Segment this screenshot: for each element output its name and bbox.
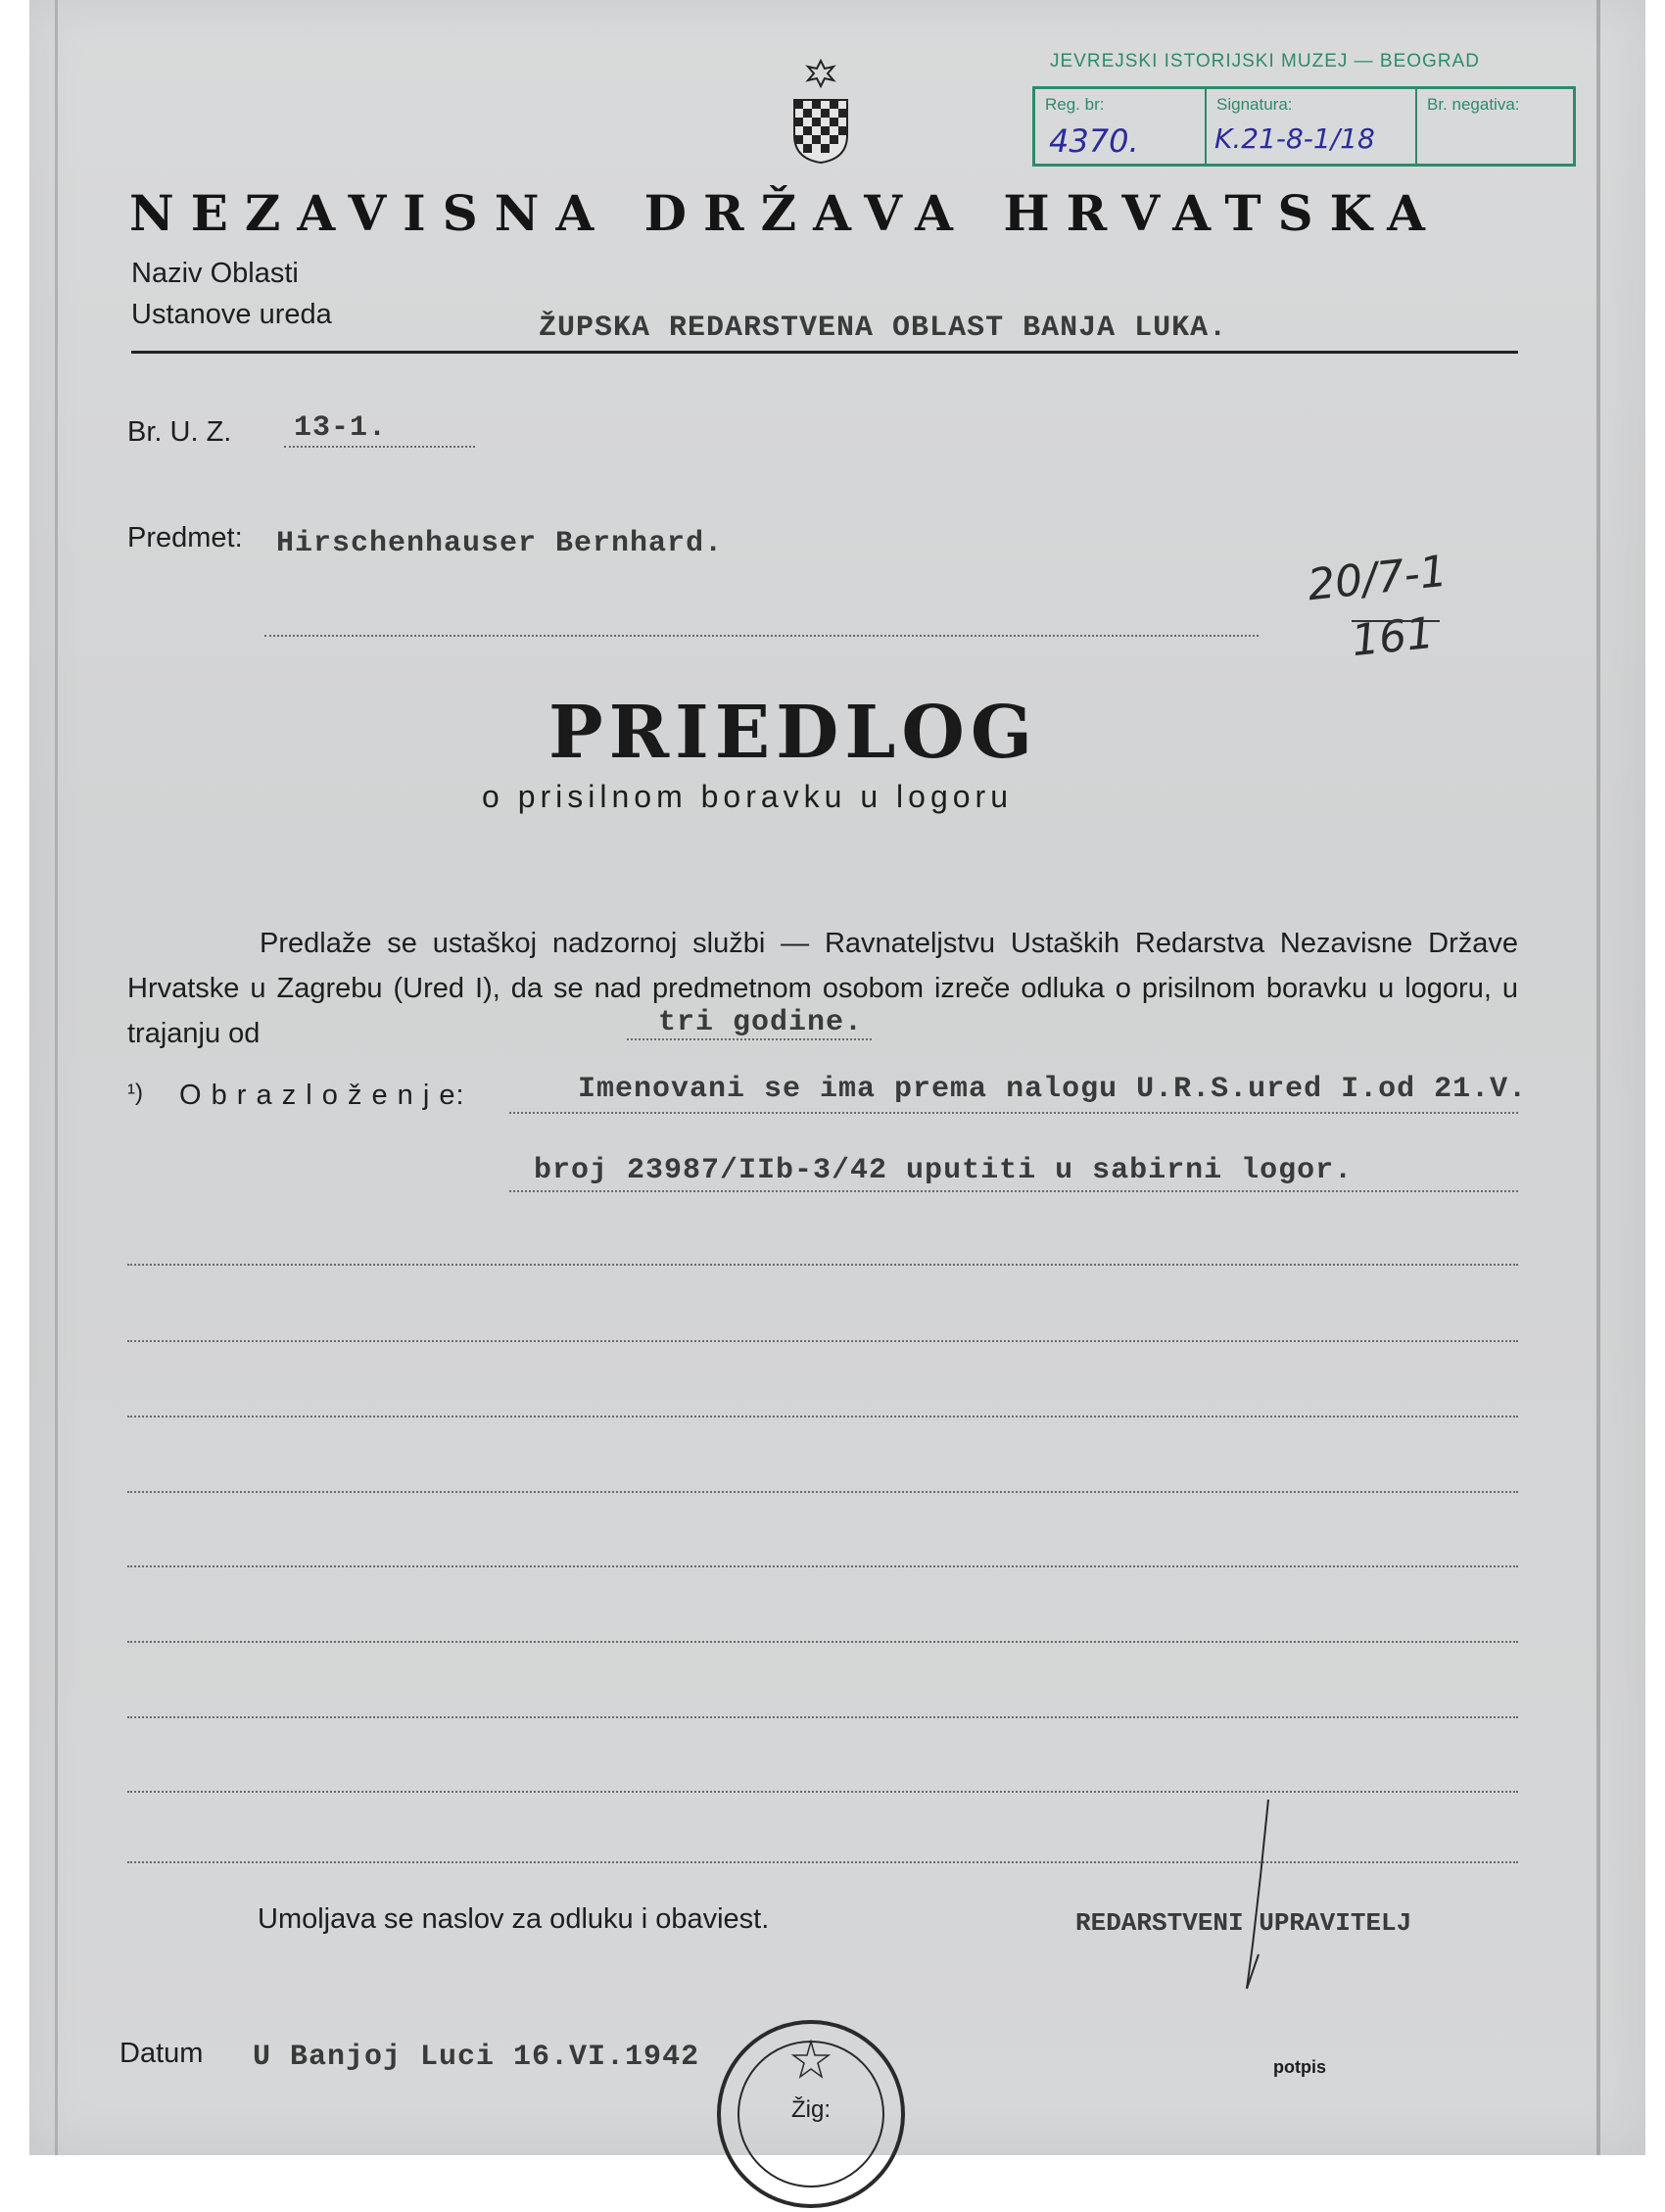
signatura-label: Signatura:: [1216, 95, 1293, 114]
page-edge-left: [55, 0, 58, 2155]
reference-number-dotted-line: [284, 446, 475, 448]
header-rule: [131, 351, 1518, 354]
reasoning-dotted-line-1: [509, 1112, 1518, 1114]
document-title: PRIEDLOG: [548, 691, 1039, 775]
subject-value: Hirschenhauser Bernhard.: [276, 527, 724, 560]
stamp-cell-signatura: [1207, 89, 1417, 164]
state-name-heading: NEZAVISNA DRŽAVA HRVATSKA: [129, 184, 1442, 242]
duration-dotted-line: [627, 1038, 872, 1040]
reference-number-label: Br. U. Z.: [127, 416, 232, 448]
date-label: Datum: [119, 2038, 204, 2069]
reasoning-line-2: broj 23987/IIb-3/42 uputiti u sabirni logor.: [534, 1154, 1354, 1187]
signature-mark: [1239, 1798, 1278, 1994]
stamp-cell-reg: [1035, 89, 1207, 164]
seal-label: Žig:: [791, 2096, 832, 2123]
blank-ruled-line: [127, 1340, 1518, 1342]
handwritten-note-fraction-line: [1352, 620, 1440, 622]
blank-ruled-line: [127, 1491, 1518, 1493]
museum-name: JEVREJSKI ISTORIJSKI MUZEJ — BEOGRAD: [1050, 51, 1480, 72]
coat-of-arms-icon: [788, 57, 853, 165]
blank-ruled-line: [127, 1264, 1518, 1266]
office-label-1: Naziv Oblasti: [131, 258, 299, 289]
reg-label: Reg. br:: [1045, 95, 1105, 114]
footnote-marker: ¹): [127, 1080, 143, 1106]
date-value: U Banjoj Luci 16.VI.1942: [253, 2041, 700, 2074]
blank-ruled-line: [127, 1791, 1518, 1793]
handwritten-note-line-1: 20/7-1: [1305, 546, 1450, 611]
proposal-text: Predlaže se ustaškoj nadzornoj službi — Ravnateljstvu Ustaških Redarstva Nezavisne Države Hrvatske u Zagrebu (Ured I), da se nad predmetnom osobom izreče odluka o prisilnom boravku u logoru, u trajanju od: [127, 928, 1518, 1049]
subject-dotted-line: [264, 635, 1259, 637]
office-value: ŽUPSKA REDARSTVENA OBLAST BANJA LUKA.: [539, 312, 1228, 345]
reasoning-dotted-line-2: [509, 1190, 1518, 1192]
reasoning-label: O b r a z l o ž e n j e:: [179, 1080, 465, 1111]
stamp-box: [1032, 86, 1576, 167]
signatura-value: K.21-8-1/18: [1214, 122, 1375, 155]
reasoning-line-1: Imenovani se ima prema nalogu U.R.S.ured I.od 21.V.: [578, 1073, 1528, 1106]
office-label-2: Ustanove ureda: [131, 299, 332, 330]
reg-value: 4370.: [1049, 122, 1139, 160]
reference-number-value: 13-1.: [294, 411, 388, 445]
museum-archive-stamp: [1028, 51, 1582, 168]
signature-label: potpis: [1273, 2057, 1326, 2077]
stamp-cell-negativ: [1417, 89, 1574, 164]
official-title: REDARSTVENI UPRAVITELJ: [1075, 1908, 1412, 1938]
duration-value: tri godine.: [658, 1006, 864, 1039]
blank-ruled-line: [127, 1861, 1518, 1863]
handwritten-note-line-2: 161: [1349, 607, 1437, 667]
blank-ruled-line: [127, 1716, 1518, 1718]
document-subtitle: o prisilnom boravku u logoru: [482, 779, 1013, 814]
blank-ruled-line: [127, 1565, 1518, 1567]
blank-ruled-line: [127, 1641, 1518, 1643]
request-address-text: Umoljava se naslov za odluku i obaviest.: [258, 1903, 770, 1935]
subject-label: Predmet:: [127, 522, 243, 553]
blank-ruled-line: [127, 1416, 1518, 1418]
negativ-label: Br. negativa:: [1427, 95, 1520, 114]
page-edge-right: [1596, 0, 1600, 2155]
